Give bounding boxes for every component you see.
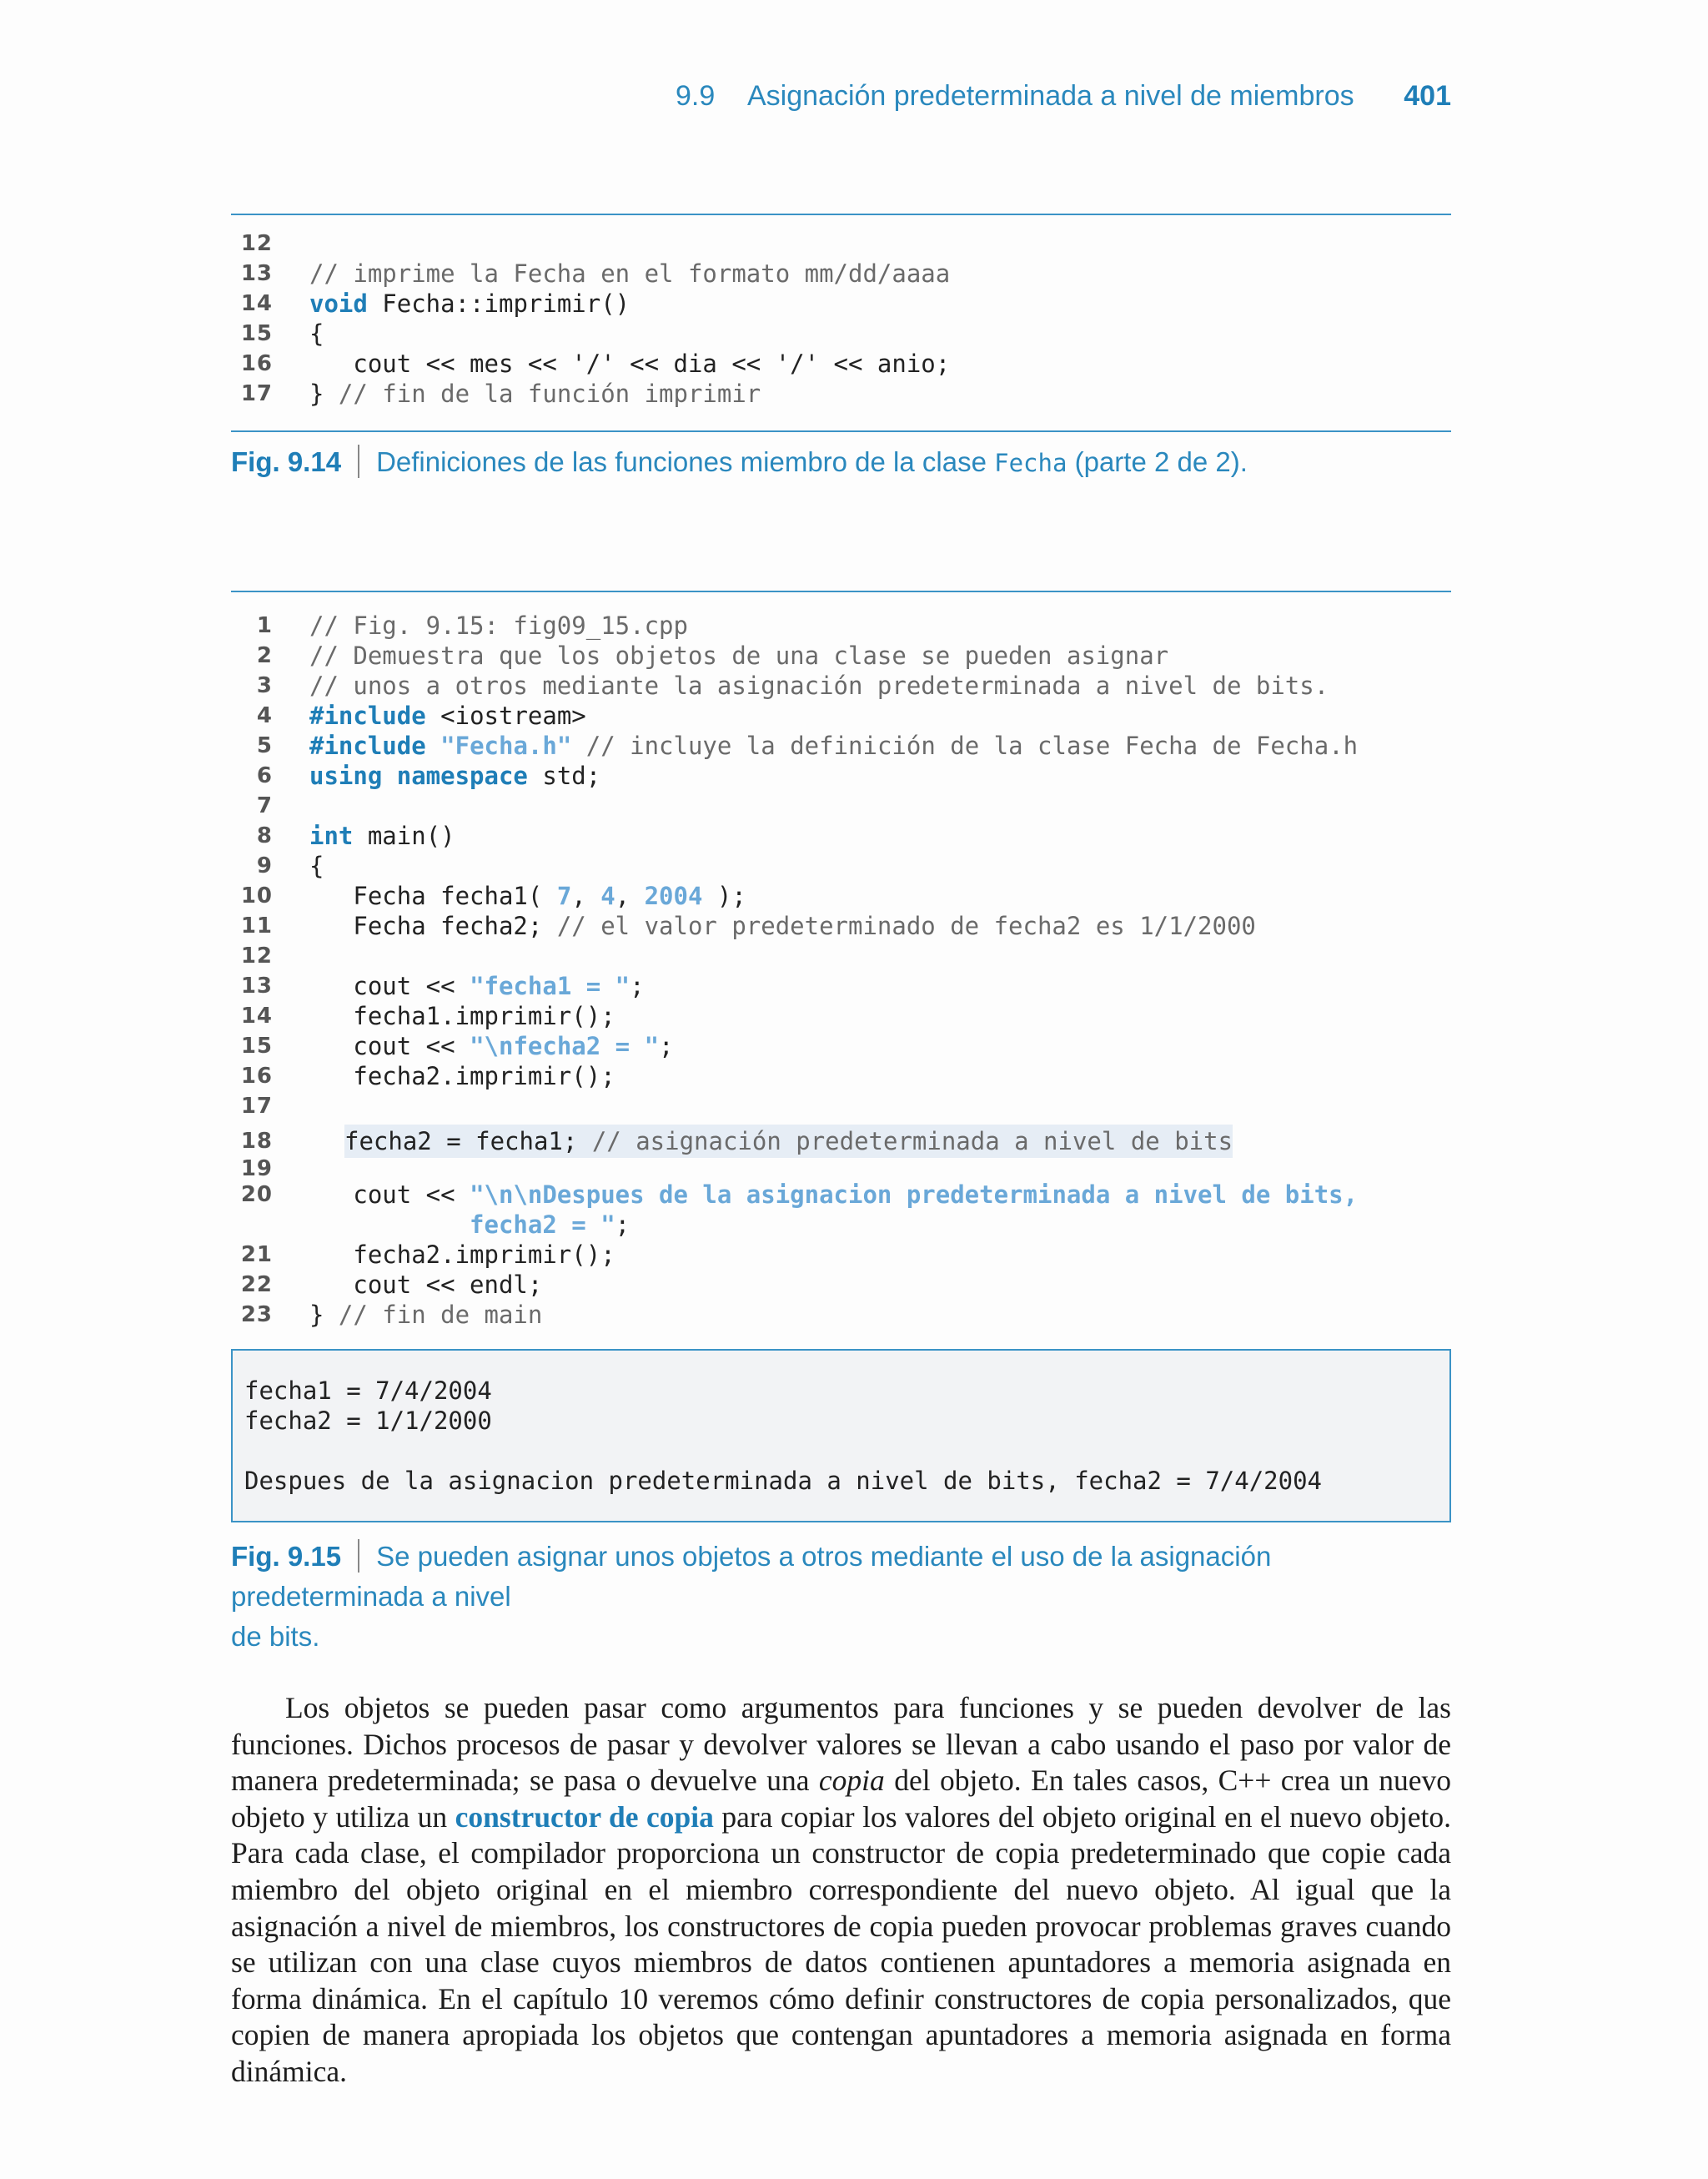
code-text <box>309 379 761 409</box>
code-fragment: , <box>571 882 601 910</box>
code-fragment: Fecha fecha2; <box>309 912 557 940</box>
line-number: 8 <box>256 823 273 848</box>
line-number: 13 <box>240 974 273 999</box>
code-comment: // unos a otros mediante la asignación predeterminada a nivel de bits. <box>309 672 1329 700</box>
code-top-rule <box>231 591 1451 592</box>
line-number: 14 <box>240 1004 273 1029</box>
section-number: 9.9 <box>676 80 716 112</box>
caption-text: Definiciones de las funciones miembro de la clase <box>376 446 995 477</box>
code-line <box>231 731 1451 761</box>
code-fragment: cout << <box>309 972 470 1000</box>
code-line <box>231 1091 1451 1121</box>
program-output-box <box>231 1349 1451 1522</box>
line-number: 15 <box>240 321 273 346</box>
section-title: Asignación predeterminada a nivel de miembros <box>747 80 1354 112</box>
code-text <box>309 731 1358 761</box>
caption-code: Fecha <box>994 449 1068 477</box>
text-run: del objeto. En tales casos, C++ crea un nuevo objeto y utiliza un <box>231 1764 1452 1834</box>
code-text <box>344 1125 1233 1158</box>
line-number: 9 <box>256 853 273 878</box>
code-fragment: ; <box>630 972 645 1000</box>
code-comment: // fin de main <box>338 1301 543 1329</box>
emphasis-text: copia <box>818 1764 885 1798</box>
line-number: 20 <box>240 1182 273 1207</box>
line-number: 6 <box>256 763 273 788</box>
code-string: fecha2 = " <box>309 1210 615 1239</box>
code-comment: // el valor predeterminado de fecha2 es 1/1/2000 <box>556 912 1256 940</box>
code-line <box>231 911 1451 941</box>
line-number: 21 <box>240 1242 273 1267</box>
fig914-code <box>231 229 1451 409</box>
code-fragment: Fecha::imprimir() <box>367 289 630 318</box>
code-line <box>231 1031 1451 1061</box>
line-number: 13 <box>240 261 273 286</box>
code-text: cout << mes << '/' << dia << '/' << anio; <box>309 350 951 378</box>
figure-caption-914 <box>231 442 1451 483</box>
code-fragment: main() <box>353 822 455 850</box>
caption-text: de bits. <box>231 1621 320 1652</box>
code-comment: // asignación predeterminada a nivel de bits <box>591 1127 1233 1155</box>
code-comment: // fin de la función imprimir <box>338 380 761 408</box>
paragraph <box>231 1690 1451 2091</box>
caption-divider <box>358 1539 359 1573</box>
code-text <box>309 1300 542 1330</box>
line-number: 3 <box>256 673 273 698</box>
code-line <box>231 971 1451 1001</box>
code-string: "fecha1 = " <box>470 972 630 1000</box>
code-fragment: } <box>309 1301 339 1329</box>
code-text: fecha2.imprimir(); <box>309 1240 615 1269</box>
body-paragraph <box>231 1690 1451 2091</box>
line-number: 7 <box>256 793 273 818</box>
code-number: 7 <box>556 882 572 910</box>
line-number: 16 <box>240 351 273 376</box>
line-number: 17 <box>240 381 273 406</box>
code-text: fecha2.imprimir(); <box>309 1062 615 1090</box>
code-line <box>231 1061 1451 1091</box>
code-line <box>231 1210 1451 1240</box>
output-line: fecha1 = 7/4/2004 <box>244 1376 492 1405</box>
code-fragment: fecha2 = fecha1; <box>344 1127 592 1155</box>
code-line-highlighted <box>231 1125 1451 1158</box>
line-number: 10 <box>240 883 273 908</box>
line-number: 15 <box>240 1034 273 1059</box>
line-number: 18 <box>240 1129 273 1154</box>
code-text <box>309 1180 1358 1210</box>
code-comment: // Demuestra que los objetos de una clase se pueden asignar <box>309 642 1169 670</box>
output-line: Despues de la asignacion predeterminada a nivel de bits, fecha2 = 7/4/2004 <box>244 1467 1323 1495</box>
line-number: 11 <box>240 913 273 939</box>
code-line <box>231 349 1451 379</box>
caption-text: (parte 2 de 2). <box>1067 446 1248 477</box>
code-fragment: Fecha fecha1( <box>309 882 557 910</box>
code-fragment: ; <box>615 1210 630 1239</box>
code-fragment: <iostream> <box>425 702 586 730</box>
code-string: "\n\nDespues de la asignacion predeterminada a nivel de bits, <box>470 1180 1359 1209</box>
caption-text: Se pueden asignar unos objetos a otros mediante el uso de la asignación predeterminada a nivel <box>231 1541 1272 1612</box>
code-line <box>231 701 1451 731</box>
code-text <box>309 971 645 1001</box>
line-number: 22 <box>240 1272 273 1297</box>
line-number: 12 <box>240 944 273 969</box>
code-comment: // Fig. 9.15: fig09_15.cpp <box>309 611 688 640</box>
code-line <box>231 1240 1451 1270</box>
line-number: 19 <box>240 1156 273 1181</box>
code-line <box>231 1270 1451 1300</box>
code-keyword: #include <box>309 732 426 760</box>
running-header <box>651 80 1451 122</box>
code-text <box>309 821 455 851</box>
line-number: 1 <box>256 613 273 638</box>
code-fragment: cout << <box>309 1032 470 1060</box>
code-line <box>231 1158 1451 1180</box>
code-number: 4 <box>600 882 615 910</box>
figure-label: Fig. 9.14 <box>231 446 342 477</box>
code-text <box>309 881 746 911</box>
code-line <box>231 881 1451 911</box>
code-fragment: ); <box>702 882 746 910</box>
code-text: cout << endl; <box>309 1271 543 1299</box>
code-string: "\nfecha2 = " <box>470 1032 660 1060</box>
code-line <box>231 641 1451 671</box>
code-text: fecha1.imprimir(); <box>309 1002 615 1030</box>
code-line <box>231 319 1451 349</box>
code-text <box>309 911 1256 941</box>
line-number: 12 <box>240 231 273 256</box>
code-line <box>231 259 1451 289</box>
fig915-code <box>231 611 1451 1330</box>
code-line <box>231 611 1451 641</box>
text-run: Los objetos se pueden pasar como argumentos para funciones y se pueden devolver de las funciones. Dichos procesos de pasar y devolver valores se llevan a cabo usando el paso por valor de manera predeterminada; se pasa o devuelve una <box>231 1691 1451 1798</box>
code-top-rule <box>231 214 1451 215</box>
text-run: para copiar los valores del objeto original en el nuevo objeto. Para cada clase, el compilador proporciona un constructor de copia predeterminado que copie cada miembro del objeto original en el miembro correspondiente del nuevo objeto. Al igual que la asignación a nivel de miembros, los constructores de copia pueden provocar problemas graves cuando se utilizan con una clase cuyos miembros de datos contienen apuntadores a memoria asignada en forma dinámica. En el capítulo 10 veremos cómo definir constructores de copia personalizados, que copien de manera apropiada los objetos que contengan apuntadores a memoria asignada en forma dinámica. <box>231 1799 1451 2088</box>
figure-caption-915 <box>231 1537 1451 1657</box>
line-number: 14 <box>240 291 273 316</box>
code-line <box>231 1001 1451 1031</box>
code-line <box>231 1180 1451 1210</box>
line-number: 2 <box>256 643 273 668</box>
code-fragment: } <box>309 380 339 408</box>
code-comment: // incluye la definición de la clase Fecha de Fecha.h <box>571 732 1359 760</box>
code-fragment: cout << <box>309 1180 470 1209</box>
code-line <box>231 791 1451 821</box>
key-term: constructor de copia <box>455 1799 714 1834</box>
code-text: { <box>309 852 324 880</box>
code-comment: // imprime la Fecha en el formato mm/dd/aaaa <box>309 259 951 288</box>
code-line <box>231 671 1451 701</box>
line-number: 5 <box>256 733 273 758</box>
figure-label: Fig. 9.15 <box>231 1541 342 1572</box>
code-line <box>231 821 1451 851</box>
code-fragment: std; <box>527 762 601 790</box>
line-number: 16 <box>240 1064 273 1089</box>
code-line <box>231 229 1451 259</box>
code-line <box>231 851 1451 881</box>
code-text: { <box>309 320 324 348</box>
line-number: 23 <box>240 1302 273 1327</box>
code-line <box>231 289 1451 319</box>
page-number: 401 <box>1404 80 1451 112</box>
code-keyword: #include <box>309 702 426 730</box>
code-line <box>231 761 1451 791</box>
line-number: 4 <box>256 703 273 728</box>
code-keyword: using namespace <box>309 762 528 790</box>
code-number: 2004 <box>644 882 703 910</box>
code-keyword: int <box>309 822 354 850</box>
code-text <box>309 761 600 791</box>
caption-divider <box>358 445 359 478</box>
code-line <box>231 1300 1451 1330</box>
code-string: "Fecha.h" <box>425 732 572 760</box>
code-fragment: ; <box>659 1032 674 1060</box>
code-text <box>309 1031 674 1061</box>
code-line <box>231 941 1451 971</box>
code-text <box>309 1210 630 1240</box>
code-line <box>231 379 1451 409</box>
code-text <box>309 289 630 319</box>
output-line: fecha2 = 1/1/2000 <box>244 1407 492 1435</box>
code-fragment: , <box>615 882 645 910</box>
code-keyword: void <box>309 289 368 318</box>
code-bottom-rule <box>231 430 1451 432</box>
code-text <box>309 701 586 731</box>
line-number: 17 <box>240 1094 273 1119</box>
